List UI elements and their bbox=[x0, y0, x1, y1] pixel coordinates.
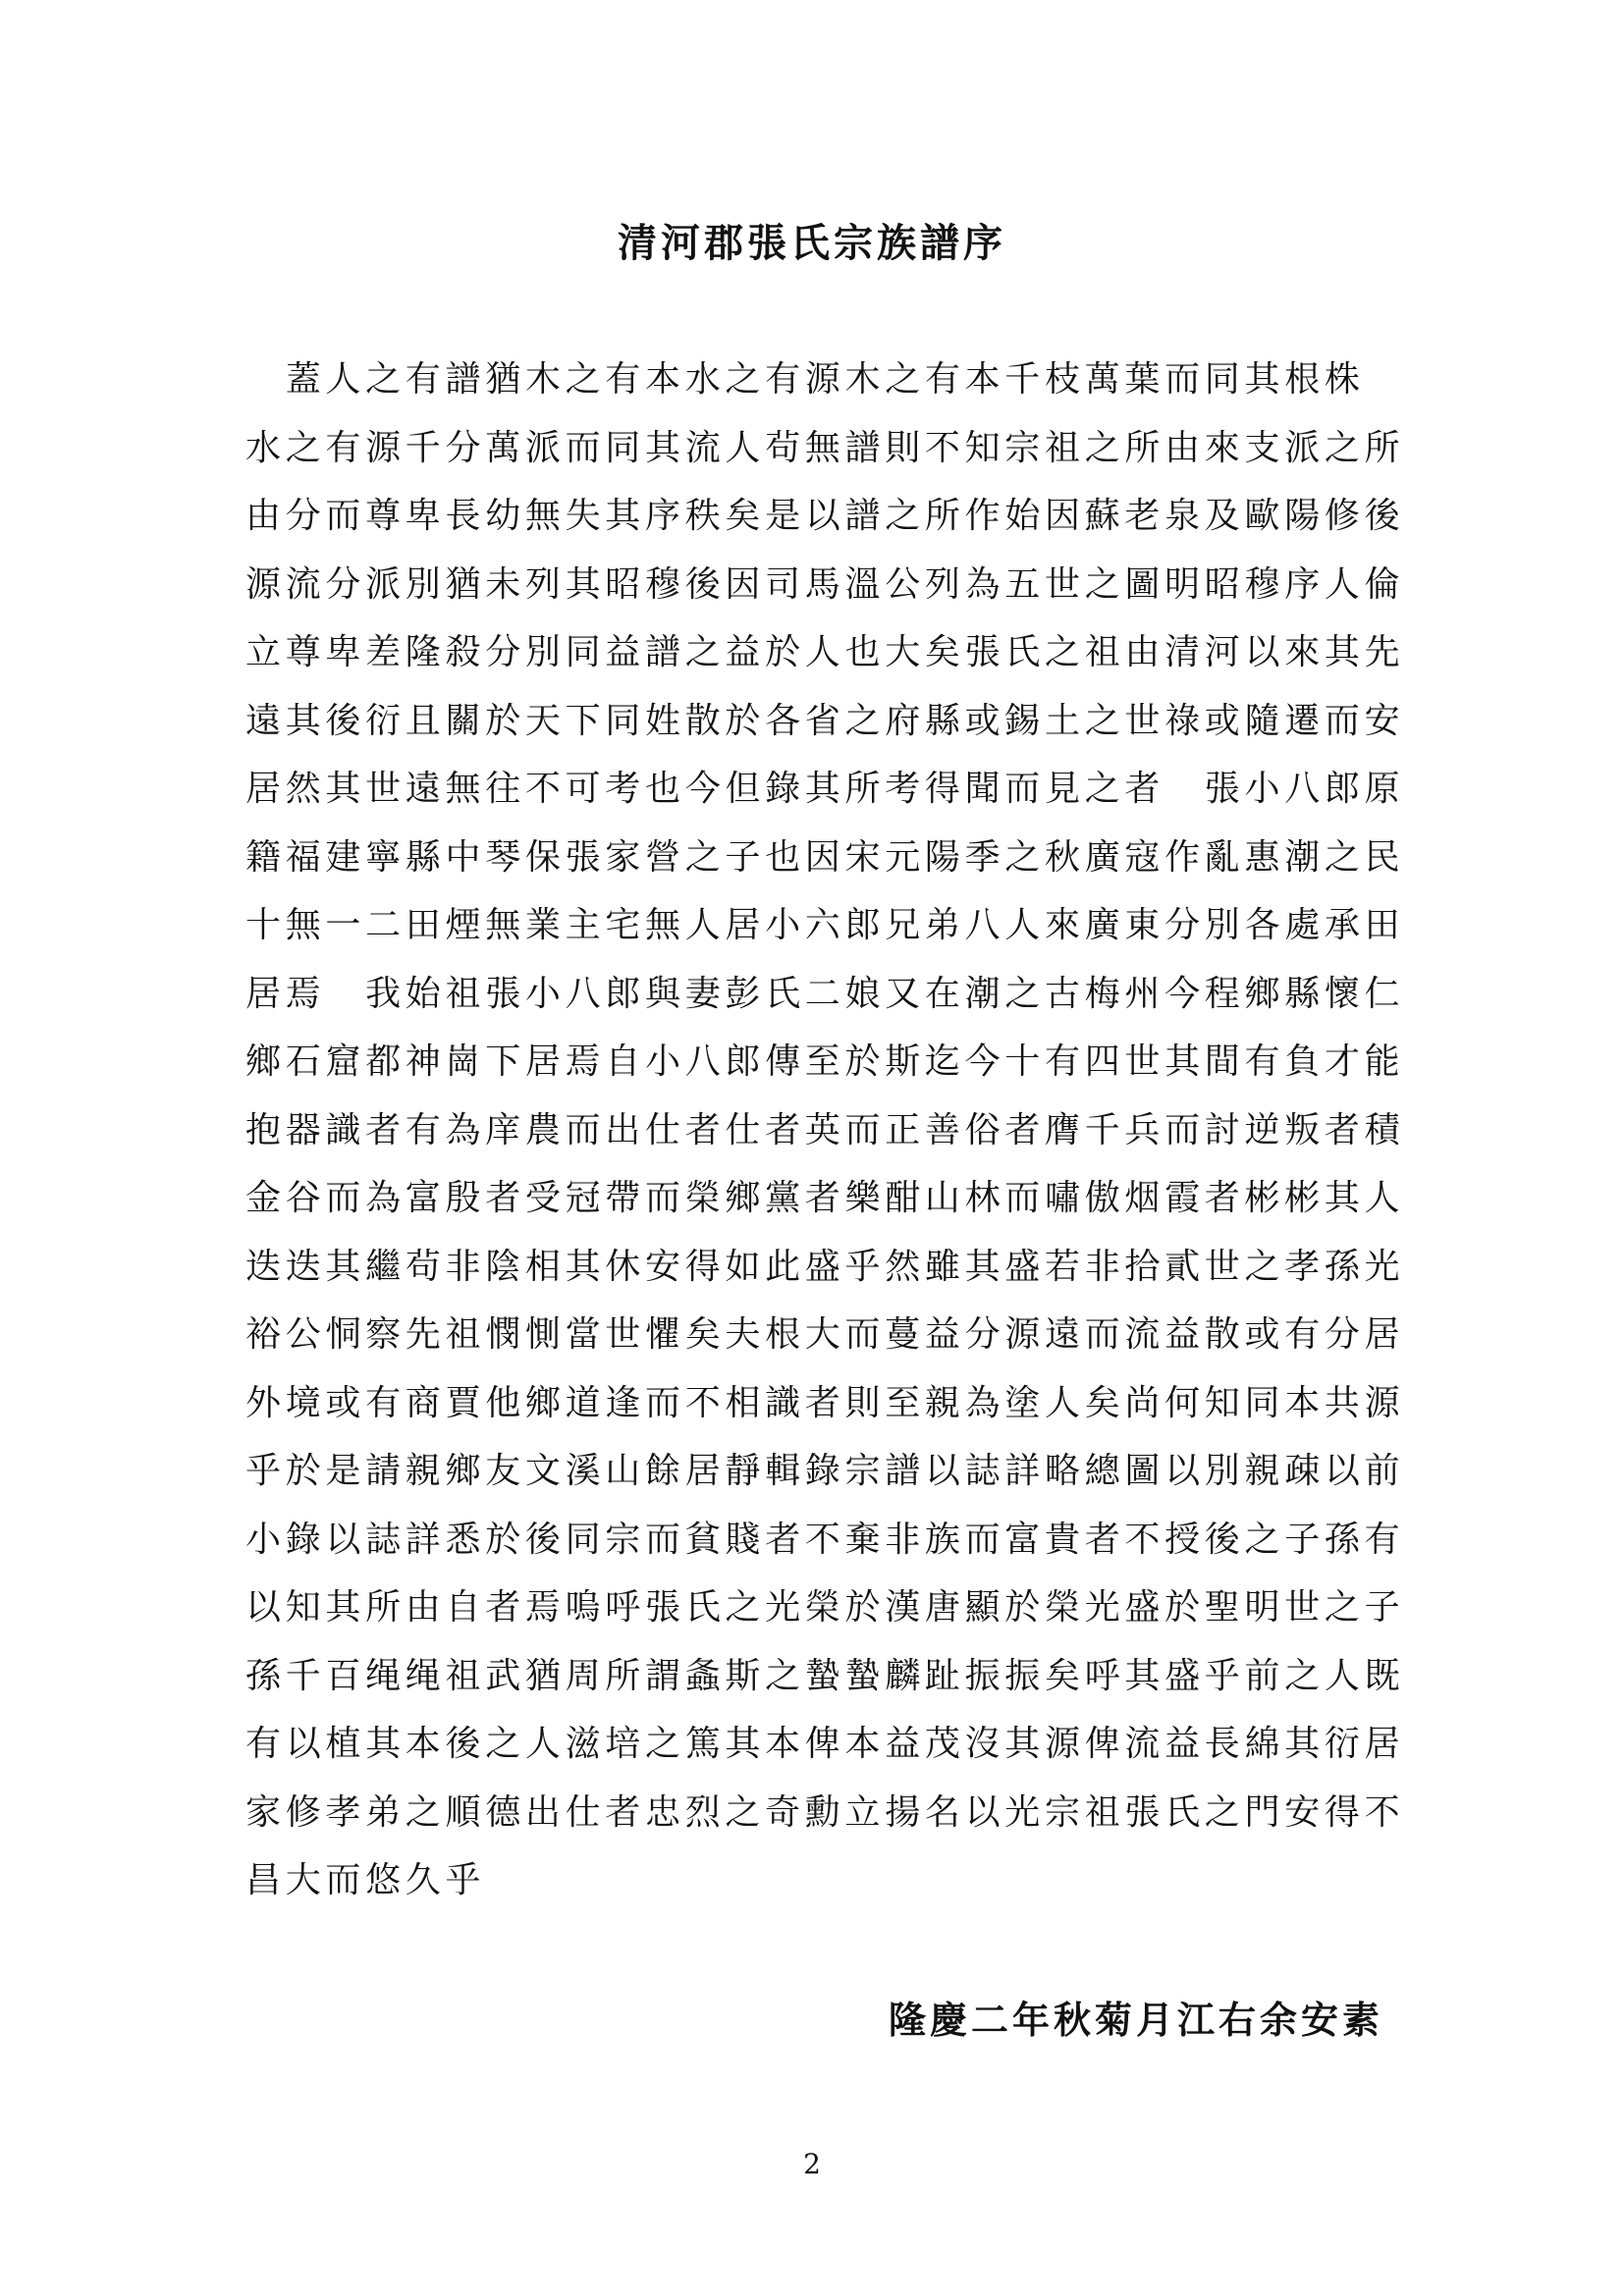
body-line: 家修孝弟之順德出仕者忠烈之奇勳立揚名以光宗祖張氏之門安得不 bbox=[245, 1791, 1405, 1833]
body-line: 迭迭其繼茍非陰相其休安得如此盛乎然雖其盛若非拾貳世之孝孫光 bbox=[245, 1246, 1405, 1287]
body-line: 遠其後衍且關於天下同姓散於各省之府縣或錫土之世祿或隨遷而安 bbox=[245, 700, 1405, 741]
body-line: 以知其所由自者焉嗚呼張氏之光榮於漢唐顯於榮光盛於聖明世之子 bbox=[245, 1587, 1405, 1628]
body-line: 水之有源千分萬派而同其流人茍無譜則不知宗祖之所由來支派之所 bbox=[245, 427, 1405, 468]
body-line: 小錄以誌詳悉於後同宗而貧賤者不棄非族而富貴者不授後之子孫有 bbox=[245, 1519, 1405, 1560]
body-line: 居焉 我始祖張小八郎與妻彭氏二娘又在潮之古梅州今程鄉縣懷仁 bbox=[245, 973, 1405, 1014]
body-line: 由分而尊卑長幼無失其序秩矣是以譜之所作始因蘇老泉及歐陽修後 bbox=[245, 496, 1405, 536]
body-line: 裕公恫察先祖憫惻當世懼矣夫根大而蔓益分源遠而流益散或有分居 bbox=[245, 1314, 1405, 1355]
body-line: 源流分派別猶未列其昭穆後因司馬溫公列為五世之圖明昭穆序人倫 bbox=[245, 563, 1405, 605]
author-signature: 隆慶二年秋菊月江右余安素 bbox=[888, 1998, 1383, 2042]
body-line: 蓋人之有譜猶木之有本水之有源木之有本千枝萬葉而同其根株 bbox=[245, 359, 1365, 400]
body-line: 抱器識者有為庠農而出仕者仕者英而正善俗者膺千兵而討逆叛者積 bbox=[245, 1109, 1405, 1150]
page-number: 2 bbox=[803, 2148, 821, 2180]
document-title: 清河郡張氏宗族譜序 bbox=[618, 220, 1006, 266]
body-line: 十無一二田煙無業主宅無人居小六郎兄弟八人來廣東分別各處承田 bbox=[245, 905, 1405, 945]
body-line: 籍福建寧縣中琴保張家營之子也因宋元陽季之秋廣寇作亂惠潮之民 bbox=[245, 836, 1405, 878]
body-line: 金谷而為富殷者受冠帶而榮鄉黨者樂酣山林而嘯傲烟霞者彬彬其人 bbox=[245, 1178, 1405, 1218]
body-line: 有以植其本後之人滋培之篤其本俾本益茂沒其源俾流益長綿其衍居 bbox=[245, 1724, 1405, 1764]
body-line: 外境或有商賈他鄉道逢而不相識者則至親為塗人矣尚何知同本共源 bbox=[245, 1382, 1405, 1423]
body-line: 乎於是請親鄉友文溪山餘居靜輯錄宗譜以誌詳略總圖以別親疎以前 bbox=[245, 1451, 1405, 1491]
body-line: 昌大而悠久乎 bbox=[245, 1860, 486, 1900]
body-line: 居然其世遠無往不可考也今但錄其所考得聞而見之者 張小八郎原 bbox=[245, 769, 1405, 809]
body-line: 孫千百绳绳祖武猶周所謂螽斯之蟄蟄麟趾振振矣呼其盛乎前之人既 bbox=[245, 1655, 1405, 1696]
preface-body bbox=[245, 346, 1405, 1915]
body-line: 鄉石窟都神崗下居焉自小八郎傳至於斯迄今十有四世其間有負才能 bbox=[245, 1041, 1405, 1082]
body-line: 立尊卑差隆殺分別同益譜之益於人也大矣張氏之祖由清河以來其先 bbox=[245, 632, 1405, 672]
